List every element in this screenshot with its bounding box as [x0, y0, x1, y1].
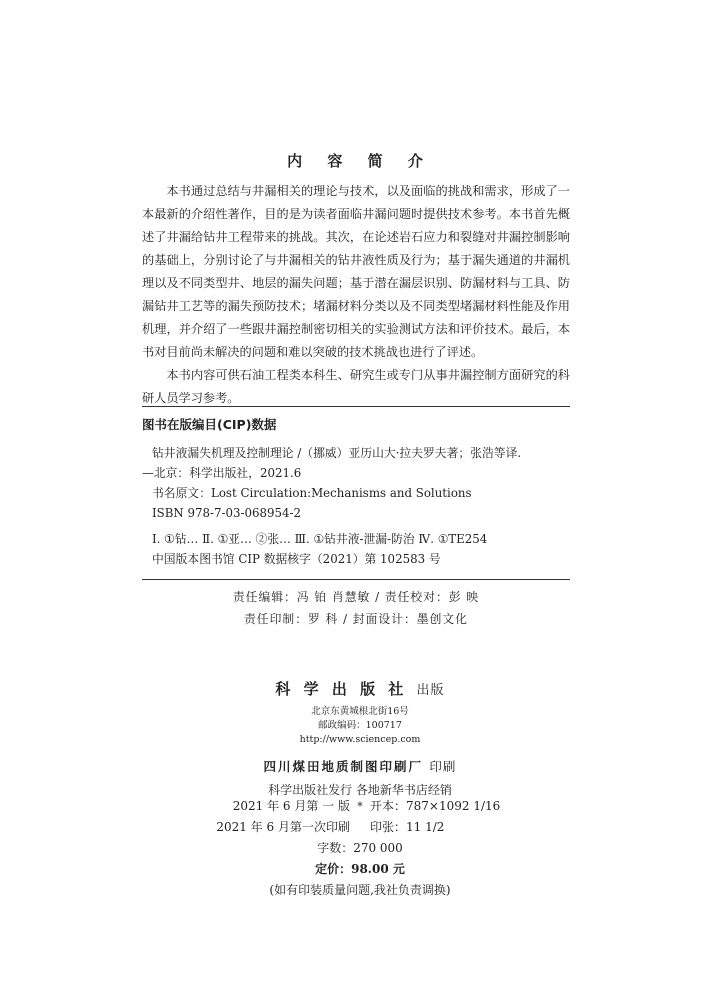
publisher-postcode: 邮政编码：100717	[318, 720, 402, 731]
sheets-info: 印张：11 1/2	[370, 820, 445, 834]
distributor-line: 科学出版社发行 各地新华书店经销	[268, 783, 452, 797]
edition-specs	[0, 796, 720, 901]
price: 定价：98.00 元	[315, 862, 405, 876]
cip-bottom-rule	[142, 579, 570, 580]
publisher-website: http://www.sciencep.com	[299, 734, 421, 745]
summary-paragraph-2: 本书内容可供石油工程类本科生、研究生或专门从事井漏控制方面研究的科研人员学习参考。	[142, 368, 570, 405]
quality-notice: (如有印装质量问题,我社负责调换)	[269, 883, 451, 897]
format-info: 开本：787×1092 1/16	[370, 799, 501, 813]
publisher-imprint	[0, 678, 720, 814]
publisher-line	[0, 678, 720, 699]
cip-data-block	[142, 406, 570, 630]
credits-line-2: 责任印制：罗 科 / 封面设计：墨创文化	[244, 612, 468, 626]
spec-row-printing	[0, 817, 720, 838]
printer-line	[0, 757, 720, 775]
printer-suffix: 印刷	[429, 759, 457, 774]
printing-info: 2021 年 6 月第一次印刷	[216, 820, 350, 834]
summary-title: 内 容 简 介	[287, 152, 433, 170]
edition-info: 2021 年 6 月第 一 版	[232, 799, 350, 813]
publisher-address: 北京东黄城根北街16号	[311, 706, 409, 717]
spec-row-edition	[0, 796, 720, 817]
printer-name: 四川煤田地质制图印刷厂	[263, 759, 424, 774]
cip-title: 图书在版编目(CIP)数据	[142, 417, 277, 432]
publisher-name: 科 学 出 版 社	[275, 680, 408, 698]
cip-isbn: ISBN 978-7-03-068954-2	[152, 506, 301, 520]
word-count: 字数：270 000	[317, 841, 403, 855]
cip-top-rule	[142, 406, 570, 407]
credits-line-1: 责任编辑：冯 铂 肖慧敏 / 责任校对：彭 映	[232, 590, 480, 604]
cip-citation-line-1: 钻井液漏失机理及控制理论 /（挪威）亚历山大·拉夫罗夫著；张浩等译.	[152, 446, 522, 460]
editorial-credits	[142, 586, 570, 630]
cip-record-number: 中国版本图书馆 CIP 数据核字（2021）第 102583 号	[152, 552, 441, 566]
summary-text	[142, 180, 570, 410]
cip-classification: Ⅰ. ①钻… Ⅱ. ①亚… ②张… Ⅲ. ①钻井液-泄漏-防治 Ⅳ. ①TE254	[152, 532, 488, 546]
separator-star: *	[357, 800, 363, 813]
cip-citation-line-2: —北京：科学出版社，2021.6	[142, 466, 302, 480]
publisher-suffix: 出版	[416, 683, 445, 698]
summary-paragraph-1: 本书通过总结与井漏相关的理论与技术，以及面临的挑战和需求，形成了一本最新的介绍性著作，目的是为读者面临井漏问题时提供技术参考。本书首先概述了井漏给钻井工程带来的挑战。其次，在论述岩石应力和裂缝对井漏控制影响的基础上，分别讨论了与井漏相关的钻井液性质及行为；基于漏失通道的井漏机理以及不同类型井、地层的漏失问题；基于潜在漏层识别、防漏材料与工具、防漏钻井工艺等的漏失预防技术；堵漏材料分类以及不同类型堵漏材料性能及作用机理，并介绍了一些跟井漏控制密切相关的实验测试方法和评价技术。最后，本书对目前尚未解决的问题和难以突破的技术挑战也进行了评述。	[142, 184, 570, 359]
cip-original-title: 书名原文：Lost Circulation:Mechanisms and Solutions	[152, 486, 472, 500]
